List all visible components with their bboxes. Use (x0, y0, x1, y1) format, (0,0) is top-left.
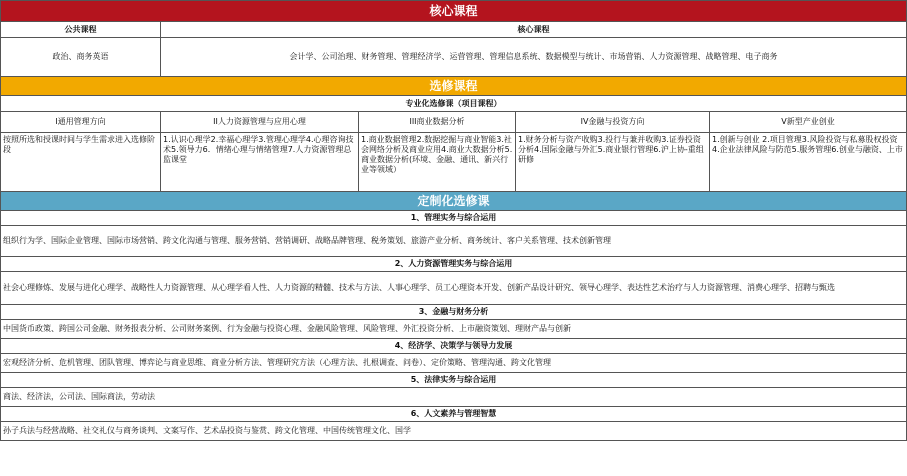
core-courses-list: 会计学、公司治理、财务管理、管理经济学、运营管理、管理信息系统、数据模型与统计、市场营销、人力资源管理、战略管理、电子商务 (161, 38, 907, 77)
core-courses-banner: 核心课程 (1, 1, 907, 22)
section-content: 宏观经济分析、危机管理、团队管理、博弈论与商业思维、商业分析方法、管理研究方法（心理方法、扎根调查、问卷）、定价策略、管理沟通、跨文化管理 (1, 354, 907, 373)
section-heading: 6、人文素养与管理智慧 (1, 407, 907, 422)
section-content: 组织行为学、国际企业管理、国际市场营销、跨文化沟通与管理、服务营销、营销调研、战略品牌管理、税务策划、旅游产业分析、商务统计、客户关系管理、技术创新管理 (1, 226, 907, 257)
public-courses-list: 政治、商务英语 (1, 38, 161, 77)
direction-title: I通用管理方向 (1, 112, 161, 133)
elective-courses-banner: 选修课程 (1, 77, 907, 96)
direction-content: 1.创新与创业 2.项目管理3.风险投资与私募股权投资4.企业法律风险与防范5.服务管理6.创业与融资、上市 (710, 133, 907, 192)
section-heading: 5、法律实务与综合运用 (1, 373, 907, 388)
direction-title: V新型产业创业 (710, 112, 907, 133)
direction-content: 按照所选和授课时间与学生需求进入选修阶段 (1, 133, 161, 192)
direction-title: III商业数据分析 (359, 112, 516, 133)
direction-title: II人力资源管理与应用心理 (161, 112, 359, 133)
section-content: 商法、经济法，公司法、国际商法，劳动法 (1, 388, 907, 407)
custom-courses-banner: 定制化选修课 (1, 192, 907, 211)
section-content: 中国货币政策、跨国公司金融、财务报表分析、公司财务案例、行为金融与投资心理、金融风险管理、风险管理、外汇投资分析、上市融资策划、理财产品与创新 (1, 320, 907, 339)
public-courses-header: 公共课程 (1, 22, 161, 38)
direction-content: 1.商业数据管理2.数据挖掘与商业智能3.社会网络分析及商业应用4.商业大数据分析5.商业数据分析(环境、金融、通讯、新兴行业等领域） (359, 133, 516, 192)
core-courses-header: 核心课程 (161, 22, 907, 38)
section-content: 孙子兵法与经营战略、社交礼仪与商务谈判、文案写作、艺术品投资与鉴赏、跨文化管理、中国传统管理文化、国学 (1, 422, 907, 441)
section-heading: 2、人力资源管理实务与综合运用 (1, 257, 907, 272)
section-heading: 1、管理实务与综合运用 (1, 211, 907, 226)
section-content: 社会心理修炼、发展与进化心理学、战略性人力资源管理、从心理学看人性、人力资源的精髓、技术与方法、人事心理学、员工心理资本开发、创新产品设计研究、领导心理学、表达性艺术治疗与人力资源管理、消费心理学、招聘与甄选 (1, 272, 907, 305)
section-heading: 4、经济学、决策学与领导力发展 (1, 339, 907, 354)
elective-subtitle: 专业化选修课（项目课程） (1, 96, 907, 112)
direction-title: IV金融与投资方向 (516, 112, 710, 133)
direction-content: 1.认识心理学2.幸福心理学3.管理心理学4.心理咨询技术5.领导力6．情绪心理与情绪管理7.人力资源管理总监课堂 (161, 133, 359, 192)
section-heading: 3、金融与财务分析 (1, 305, 907, 320)
direction-content: 1.财务分析与资产收购3.投行与兼并收购3.证券投资分析4.国际金融与外汇5.商业银行管理6.沪上协-重组研修 (516, 133, 710, 192)
